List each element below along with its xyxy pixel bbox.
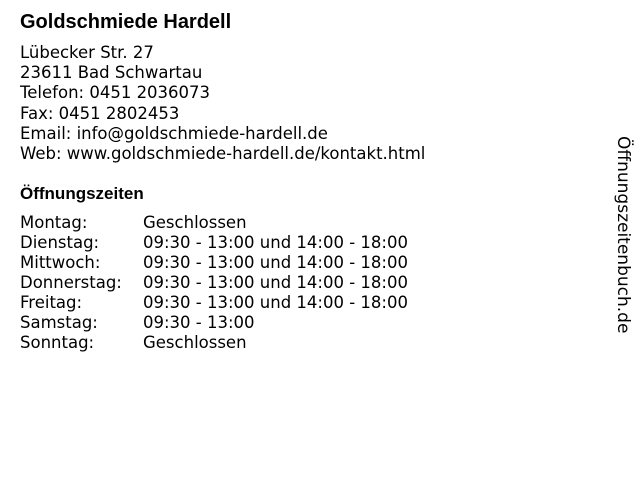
- hours-day: Montag:: [20, 213, 88, 232]
- hours-day: Mittwoch:: [20, 253, 101, 272]
- hours-day: Donnerstag:: [20, 273, 122, 292]
- hours-time: 09:30 - 13:00 und 14:00 - 18:00: [143, 233, 408, 252]
- business-name: Goldschmiede Hardell: [20, 11, 232, 33]
- hours-time: Geschlossen: [143, 213, 247, 232]
- phone-number: Telefon: 0451 2036073: [20, 83, 211, 103]
- contact-block: [20, 43, 425, 164]
- city-address: 23611 Bad Schwartau: [20, 63, 203, 83]
- hours-day: Samstag:: [20, 313, 98, 332]
- hours-day: Dienstag:: [20, 233, 100, 252]
- hours-time: 09:30 - 13:00 und 14:00 - 18:00: [143, 253, 408, 272]
- site-watermark: Öffnungszeitenbuch.de: [613, 136, 633, 334]
- hours-time: 09:30 - 13:00: [143, 313, 255, 332]
- hours-day: Sonntag:: [20, 333, 95, 352]
- hours-time: 09:30 - 13:00 und 14:00 - 18:00: [143, 273, 408, 292]
- email-address: Email: info@goldschmiede-hardell.de: [20, 123, 328, 143]
- fax-number: Fax: 0451 2802453: [20, 103, 180, 123]
- hours-time: 09:30 - 13:00 und 14:00 - 18:00: [143, 293, 408, 312]
- hours-time: Geschlossen: [143, 333, 247, 352]
- hours-day: Freitag:: [20, 293, 83, 312]
- website-url: Web: www.goldschmiede-hardell.de/kontakt.html: [20, 143, 426, 163]
- street-address: Lübecker Str. 27: [20, 43, 154, 62]
- opening-hours-heading: Öffnungszeiten: [20, 184, 144, 203]
